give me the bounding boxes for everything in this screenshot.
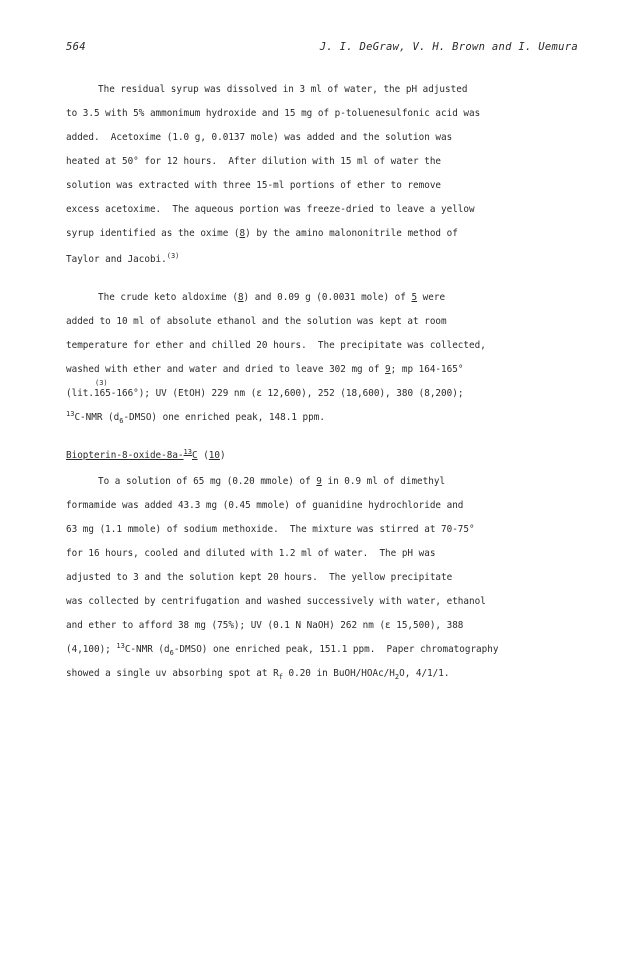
para1-line: The residual syrup was dissolved in 3 ml of water, the pH adjusted [98, 84, 468, 95]
para2-line: The crude keto aldoxime (8) and 0.09 g (0.0031 mole) of 5 were [98, 292, 446, 303]
para1-line: heated at 50° for 12 hours. After dilution with 15 ml of water the [66, 156, 442, 167]
para2-line: $^{13}$C-NMR $(d_6-DMSO)$ one enriched peak, 148.1 ppm. [66, 409, 325, 425]
para2-line: (lit.165-166°); UV (EtOH) 229 nm (ε 12,600), 252 (18,600), 380 (8,200); [66, 388, 464, 399]
citation-ref: (3) [95, 379, 108, 387]
para3-line: adjusted to 3 and the solution kept 20 hours. The yellow precipitate [66, 572, 453, 583]
running-header-authors: J. I. DeGraw, V. H. Brown and I. Uemura [319, 41, 578, 53]
para1-line: syrup identified as the oxime (8) by the amino malononitrile method of [66, 228, 458, 239]
para3-line: was collected by centrifugation and washed successively with water, ethanol [66, 596, 486, 607]
para3-line: and ether to afford 38 mg (75%); UV (0.1 N NaOH) 262 nm (ε 15,500), 388 [66, 620, 464, 631]
para3-line: formamide was added 43.3 mg (0.45 mmole) of guanidine hydrochloride and [66, 500, 464, 511]
para3-line: for 16 hours, cooled and diluted with 1.2 ml of water. The pH was [66, 548, 436, 559]
section-heading: Biopterin-8-oxide-8a-$^{13}$C (10) [66, 447, 226, 461]
para1-line: solution was extracted with three 15-ml portions of ether to remove [66, 180, 442, 191]
compound-ref: 8 [237, 292, 244, 303]
para3-line: To a solution of 65 mg (0.20 mmole) of 9 in 0.9 ml of dimethyl [98, 476, 446, 487]
compound-ref: 5 [411, 292, 418, 303]
page-number: 564 [66, 41, 86, 53]
citation-ref: (3) [166, 251, 180, 260]
para2-line: temperature for ether and chilled 20 hours. The precipitate was collected, [66, 340, 486, 351]
para2-line: washed with ether and water and dried to leave 302 mg of 9; mp 164-165° [66, 364, 464, 375]
para2-line: added to 10 ml of absolute ethanol and the solution was kept at room [66, 316, 447, 327]
para1-line: Taylor and Jacobi.$^{(3)}$ [66, 251, 180, 265]
para3-line: (4,100); $^{13}$C-NMR $(d_6-DMSO)$ one enriched peak, 151.1 ppm. Paper chromatography [66, 641, 499, 657]
para1-line: added. Acetoxime (1.0 g, 0.0137 mole) was added and the solution was [66, 132, 453, 143]
para3-line: 63 mg (1.1 mmole) of sodium methoxide. The mixture was stirred at 70-75° [66, 524, 475, 535]
compound-ref: 9 [316, 476, 322, 487]
compound-ref: 9 [385, 364, 391, 375]
para1-line: excess acetoxime. The aqueous portion was freeze-dried to leave a yellow [66, 204, 475, 215]
para3-line: showed a single uv absorbing spot at $R_f$ 0.20 in BuOH/$HOAc/H_2O$, 4/1/1. [66, 668, 450, 681]
compound-ref: 8 [239, 228, 246, 239]
para1-line: to 3.5 with 5% ammonimum hydroxide and 15 mg of p-toluenesulfonic acid was [66, 108, 481, 119]
